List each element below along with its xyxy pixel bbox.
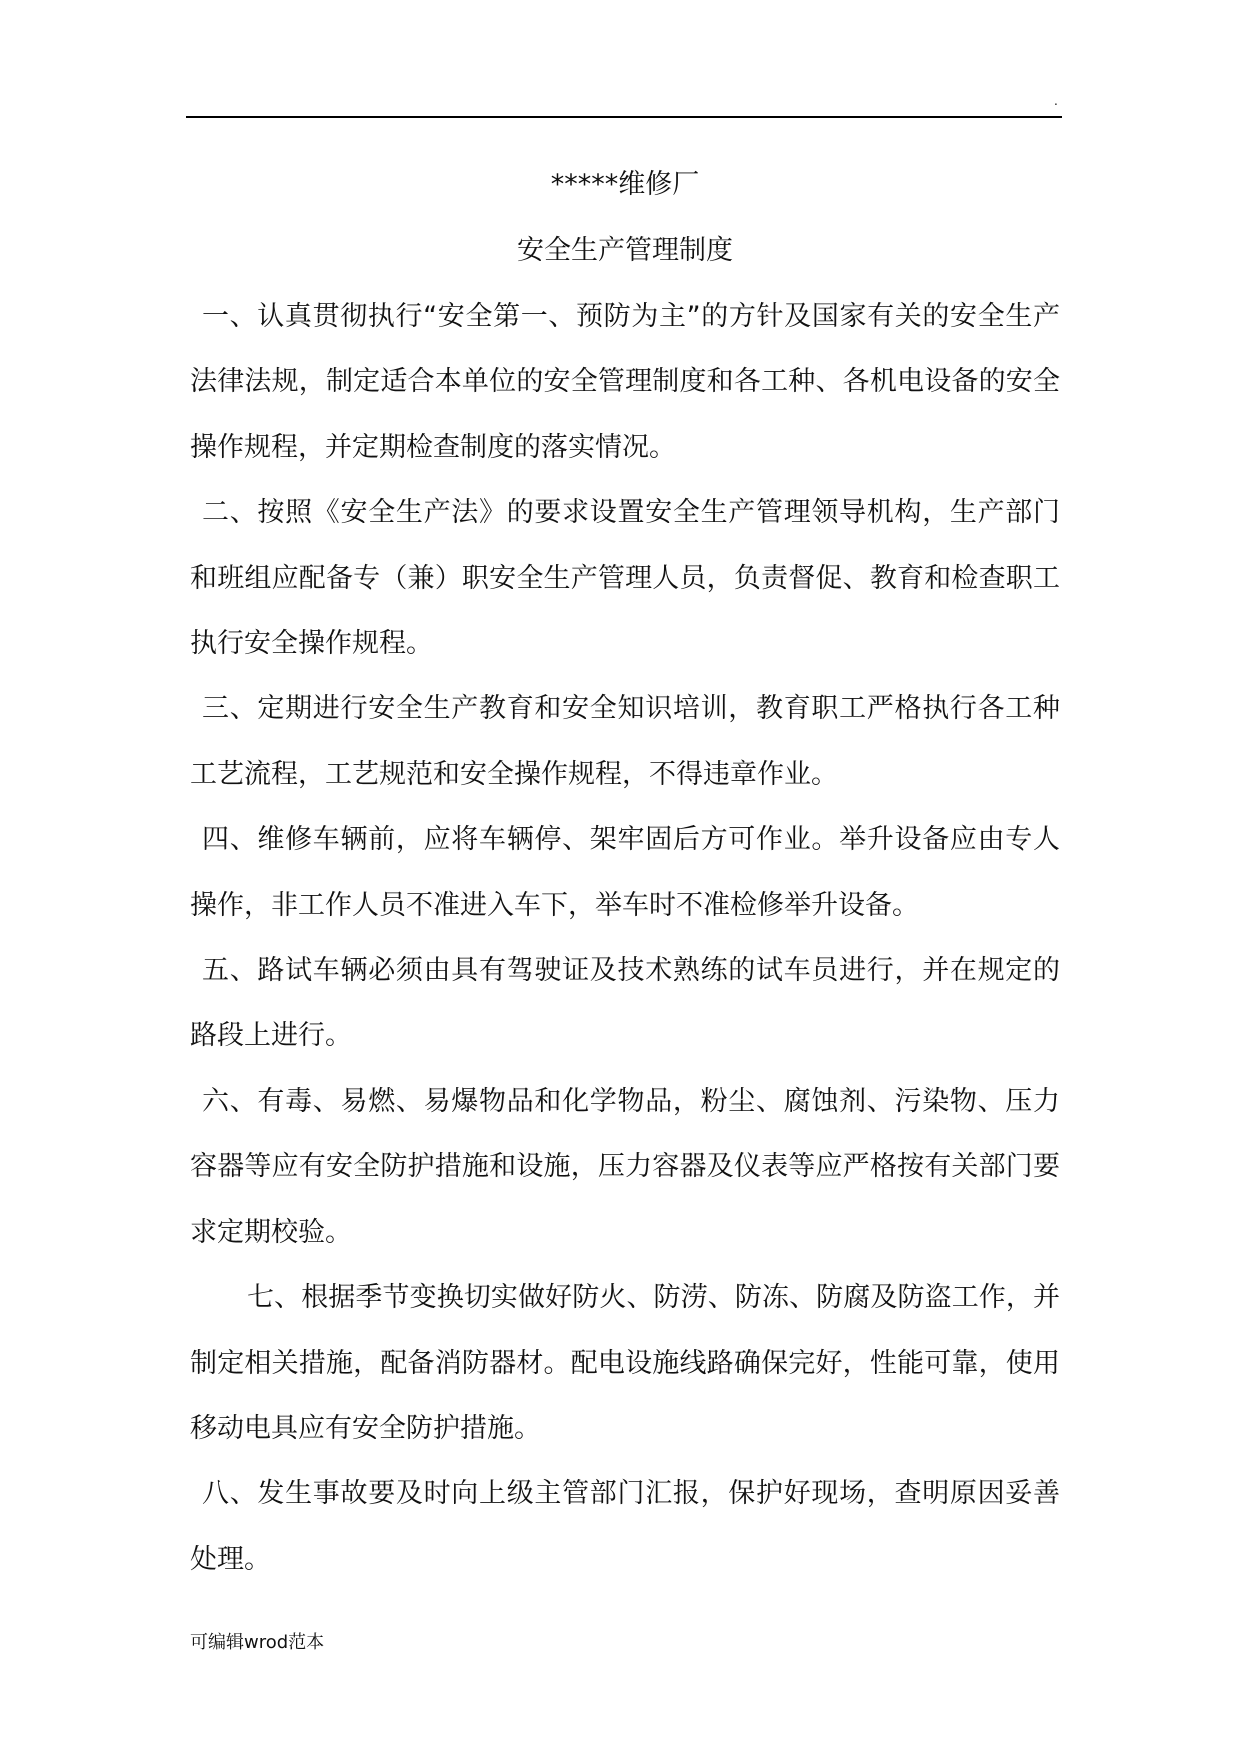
company-name: *****维修厂 [550, 169, 700, 200]
paragraph-5: 五、路试车辆必须由具有驾驶证及技术熟练的试车员进行，并在规定的路段上进行。 [190, 955, 1060, 1052]
paragraph-7: 七、根据季节变换切实做好防火、防涝、防冻、防腐及防盗工作，并制定相关措施，配备消防器材。配电设施线路确保完好，性能可靠，使用移动电具应有安全防护措施。 [190, 1282, 1060, 1444]
paragraph-1: 一、认真贯彻执行“安全第一、预防为主”的方针及国家有关的安全生产法律法规，制定适合本单位的安全管理制度和各工种、各机电设备的安全操作规程，并定期检查制度的落实情况。 [190, 301, 1060, 463]
footer-note: 可编辑wrod范本 [190, 1632, 325, 1653]
paragraph-3: 三、定期进行安全生产教育和安全知识培训，教育职工严格执行各工种工艺流程，工艺规范和安全操作规程，不得违章作业。 [190, 693, 1060, 790]
document-title: 安全生产管理制度 [517, 235, 733, 266]
document-body [190, 152, 1060, 1592]
paragraph-4: 四、维修车辆前，应将车辆停、架牢固后方可作业。举升设备应由专人操作，非工作人员不准进入车下，举车时不准检修举升设备。 [190, 824, 1060, 921]
header-mark: . [1054, 94, 1058, 108]
header-rule [186, 116, 1062, 118]
paragraph-2: 二、按照《安全生产法》的要求设置安全生产管理领导机构，生产部门和班组应配备专（兼）职安全生产管理人员，负责督促、教育和检查职工执行安全操作规程。 [190, 497, 1060, 660]
paragraph-6: 六、有毒、易燃、易爆物品和化学物品，粉尘、腐蚀剂、污染物、压力容器等应有安全防护措施和设施，压力容器及仪表等应严格按有关部门要求定期校验。 [190, 1085, 1060, 1248]
paragraph-8: 八、发生事故要及时向上级主管部门汇报，保护好现场，查明原因妥善处理。 [190, 1478, 1060, 1575]
